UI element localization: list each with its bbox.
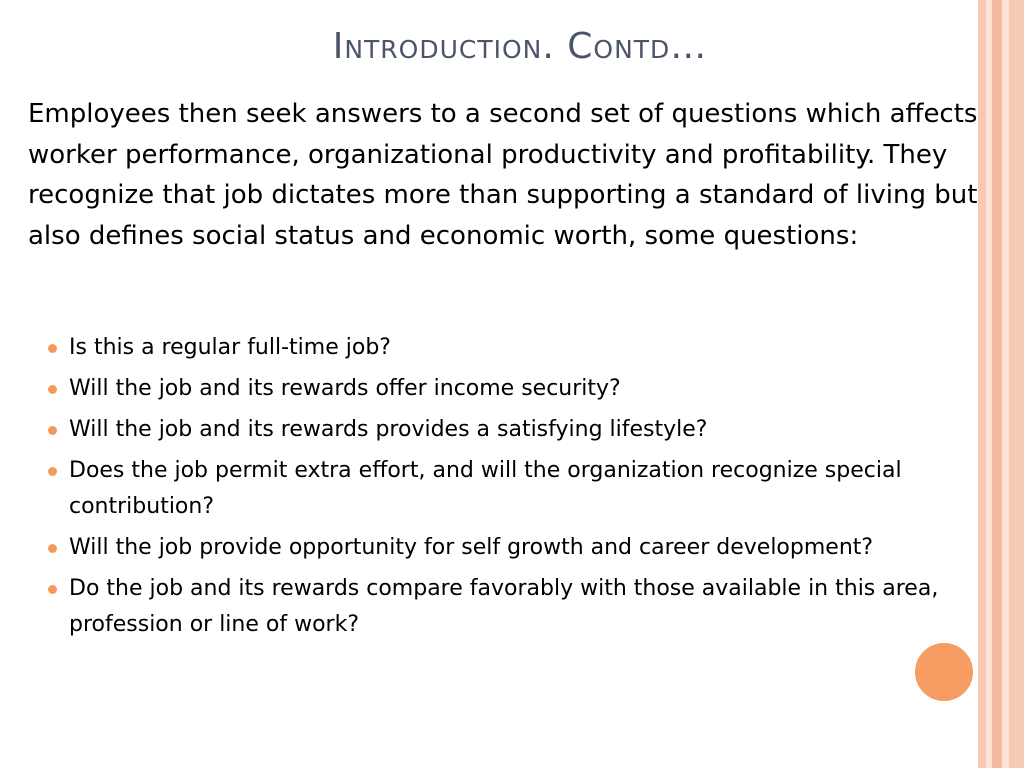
list-item: [46, 412, 996, 448]
slide-title: Introduction. Contd…: [332, 26, 708, 67]
bullet-text: Does the job permit extra effort, and will the organization recognize special contribution?: [69, 458, 902, 519]
bullet-text: Do the job and its rewards compare favorably with those available in this area, profession or line of work?: [69, 576, 939, 637]
decorative-circle-icon: [913, 641, 975, 703]
bullet-text: Will the job provide opportunity for self growth and career development?: [69, 535, 874, 560]
bullet-text: Will the job and its rewards provides a satisfying lifestyle?: [69, 417, 708, 442]
bullet-icon: [48, 426, 57, 435]
bullet-text: Will the job and its rewards offer income security?: [69, 376, 621, 401]
bullet-icon: [48, 385, 57, 394]
decorative-stripe: [1002, 0, 1009, 768]
list-item: [46, 453, 996, 525]
list-item: [46, 530, 996, 566]
bullet-icon: [48, 467, 57, 476]
list-item: [46, 571, 996, 643]
bullet-list: [46, 330, 996, 648]
intro-paragraph: Employees then seek answers to a second set of questions which affects worker performance, organizational productivity and profitability. They recognize that job dictates more than supporting a standard of living but also defines social status and economic worth, some questions:: [28, 99, 978, 251]
list-item: [46, 330, 996, 366]
list-item: [46, 371, 996, 407]
bullet-icon: [48, 544, 57, 553]
bullet-text: Is this a regular full-time job?: [69, 335, 391, 360]
decorative-stripe: [1009, 0, 1024, 768]
bullet-icon: [48, 344, 57, 353]
bullet-icon: [48, 585, 57, 594]
